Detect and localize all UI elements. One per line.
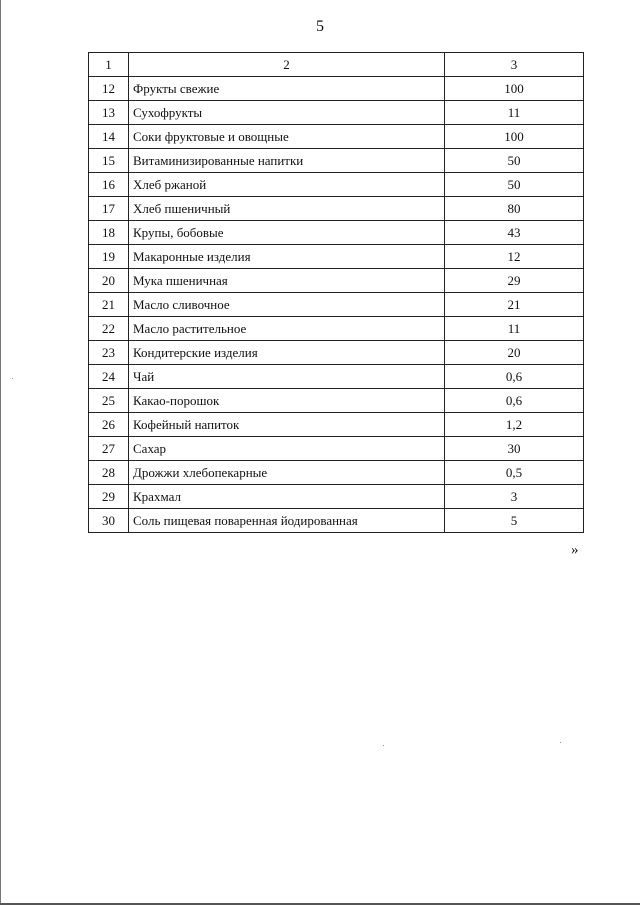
table-row — [89, 101, 584, 125]
table-row — [89, 173, 584, 197]
table-row — [89, 461, 584, 485]
row-number: 30 — [89, 509, 129, 533]
row-number: 26 — [89, 413, 129, 437]
table-row — [89, 389, 584, 413]
row-number: 28 — [89, 461, 129, 485]
table-row — [89, 317, 584, 341]
table-row — [89, 293, 584, 317]
table-row — [89, 197, 584, 221]
column-header-1: 1 — [89, 53, 129, 77]
product-name: Крахмал — [129, 485, 445, 509]
row-number: 21 — [89, 293, 129, 317]
page-number: 5 — [316, 18, 324, 35]
product-value: 11 — [445, 101, 584, 125]
product-name: Макаронные изделия — [129, 245, 445, 269]
row-number: 23 — [89, 341, 129, 365]
product-name: Фрукты свежие — [129, 77, 445, 101]
product-table — [88, 52, 584, 533]
table-body — [89, 53, 584, 533]
row-number: 12 — [89, 77, 129, 101]
product-value: 20 — [445, 341, 584, 365]
product-value: 100 — [445, 125, 584, 149]
product-value: 50 — [445, 149, 584, 173]
scan-speck — [383, 745, 384, 746]
table-header-row — [89, 53, 584, 77]
product-value: 30 — [445, 437, 584, 461]
table-row — [89, 269, 584, 293]
row-number: 25 — [89, 389, 129, 413]
table-row — [89, 485, 584, 509]
product-name: Соки фруктовые и овощные — [129, 125, 445, 149]
product-value: 29 — [445, 269, 584, 293]
product-name: Масло сливочное — [129, 293, 445, 317]
product-value: 3 — [445, 485, 584, 509]
closing-quote: » — [571, 542, 579, 558]
product-value: 21 — [445, 293, 584, 317]
product-value: 1,2 — [445, 413, 584, 437]
table-row — [89, 221, 584, 245]
table-row — [89, 149, 584, 173]
table-row — [89, 77, 584, 101]
row-number: 19 — [89, 245, 129, 269]
product-name: Витаминизированные напитки — [129, 149, 445, 173]
row-number: 20 — [89, 269, 129, 293]
product-value: 12 — [445, 245, 584, 269]
product-name: Кондитерские изделия — [129, 341, 445, 365]
product-name: Сухофрукты — [129, 101, 445, 125]
table-row — [89, 125, 584, 149]
product-value: 0,5 — [445, 461, 584, 485]
product-name: Хлеб ржаной — [129, 173, 445, 197]
column-header-3: 3 — [445, 53, 584, 77]
product-value: 0,6 — [445, 389, 584, 413]
column-header-2: 2 — [129, 53, 445, 77]
product-name: Сахар — [129, 437, 445, 461]
row-number: 24 — [89, 365, 129, 389]
row-number: 18 — [89, 221, 129, 245]
table-row — [89, 413, 584, 437]
row-number: 22 — [89, 317, 129, 341]
table-row — [89, 341, 584, 365]
product-value: 50 — [445, 173, 584, 197]
scan-edge-left — [0, 0, 1, 905]
table-row — [89, 365, 584, 389]
product-name: Какао-порошок — [129, 389, 445, 413]
product-name: Чай — [129, 365, 445, 389]
scan-speck — [560, 742, 561, 743]
product-name: Мука пшеничная — [129, 269, 445, 293]
product-value: 100 — [445, 77, 584, 101]
row-number: 17 — [89, 197, 129, 221]
product-value: 80 — [445, 197, 584, 221]
row-number: 14 — [89, 125, 129, 149]
product-value: 43 — [445, 221, 584, 245]
product-name: Хлеб пшеничный — [129, 197, 445, 221]
table-row — [89, 245, 584, 269]
row-number: 15 — [89, 149, 129, 173]
scan-speck — [12, 378, 13, 379]
row-number: 27 — [89, 437, 129, 461]
product-value: 0,6 — [445, 365, 584, 389]
product-name: Дрожжи хлебопекарные — [129, 461, 445, 485]
product-value: 11 — [445, 317, 584, 341]
product-name: Крупы, бобовые — [129, 221, 445, 245]
row-number: 16 — [89, 173, 129, 197]
row-number: 29 — [89, 485, 129, 509]
product-name: Кофейный напиток — [129, 413, 445, 437]
table-row — [89, 437, 584, 461]
product-value: 5 — [445, 509, 584, 533]
product-name: Соль пищевая поваренная йодированная — [129, 509, 445, 533]
row-number: 13 — [89, 101, 129, 125]
table-row — [89, 509, 584, 533]
product-name: Масло растительное — [129, 317, 445, 341]
